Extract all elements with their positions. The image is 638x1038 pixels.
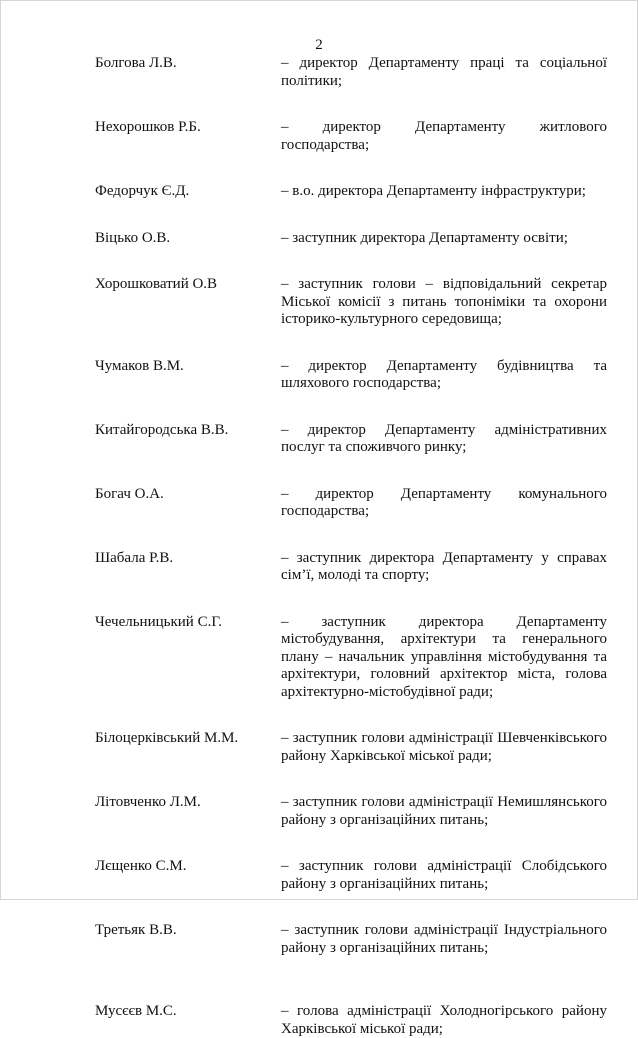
member-name: Болгова Л.В. [95,55,177,71]
member-name: Віцько О.В. [95,229,171,246]
member-name: Лєщенко С.М. [95,858,187,874]
member-role: – заступник голови адміністрації Індустріального району з організаційних питань; [281,922,607,956]
member-role: – директор Департаменту адміністративних послуг та споживчого ринку; [281,421,607,455]
member-role: – заступник голови – відповідальний секретар Міської комісії з питань топоніміки та охорони історико-культурного середовища; [281,276,607,327]
member-name: Літовченко Л.М. [95,794,201,810]
list-item [95,614,607,702]
member-name: Шабала Р.В. [95,549,174,566]
member-role: – голова адміністрації Холодногірського району Харківської міської ради; [281,1003,607,1037]
member-role: – заступник голови адміністрації Шевченківського району Харківської міської ради; [281,730,607,764]
member-name: Федорчук Є.Д. [95,183,190,199]
member-role: – директор Департаменту будівництва та шляхового господарства; [281,357,607,391]
member-role: – заступник голови адміністрації Немишлянського району з організаційних питань; [281,794,607,828]
member-name: Чумаков В.М. [95,357,184,374]
member-role: – заступник директора Департаменту містобудування, архітектури та генерального плану – начальник управління містобудування та архітектури, головний архітектор міста, голова архітектурно-містобудівної ради; [281,613,607,700]
list-item [95,183,607,201]
list-item [95,119,607,154]
list-item [95,422,607,457]
list-item [95,55,607,90]
list-item [95,358,607,393]
list-item [95,794,607,829]
list-item [95,730,607,765]
member-role: – директор Департаменту комунального господарства; [281,485,607,519]
member-name: Богач О.А. [95,485,164,502]
member-role: – директор Департаменту житлового господарства; [281,119,607,153]
member-name: Нехорошков Р.Б. [95,119,201,135]
list-item [95,230,607,248]
list-item [95,486,607,521]
list-item [95,276,607,329]
members-list [95,55,607,1038]
list-item [95,922,607,957]
member-name: Хорошковатий О.В [95,276,218,292]
member-role: – заступник директора Департаменту освіти; [281,229,568,246]
list-item [95,1003,607,1038]
list-item [95,550,607,585]
member-name: Чечельницький С.Г. [95,613,223,630]
page-number: 2 [315,37,323,53]
list-item [95,858,607,893]
member-name: Третьяк В.В. [95,922,177,938]
member-role: – заступник голови адміністрації Слобідського району з організаційних питань; [281,858,607,892]
member-name: Білоцерківський М.М. [95,730,239,746]
member-name: Мусєєв М.С. [95,1003,177,1019]
member-role: – в.о. директора Департаменту інфраструктури; [281,183,586,199]
member-name: Китайгородська В.В. [95,421,229,438]
member-role: – директор Департаменту праці та соціальної політики; [281,55,607,89]
member-role: – заступник директора Департаменту у справах сім’ї, молоді та спорту; [281,549,607,583]
